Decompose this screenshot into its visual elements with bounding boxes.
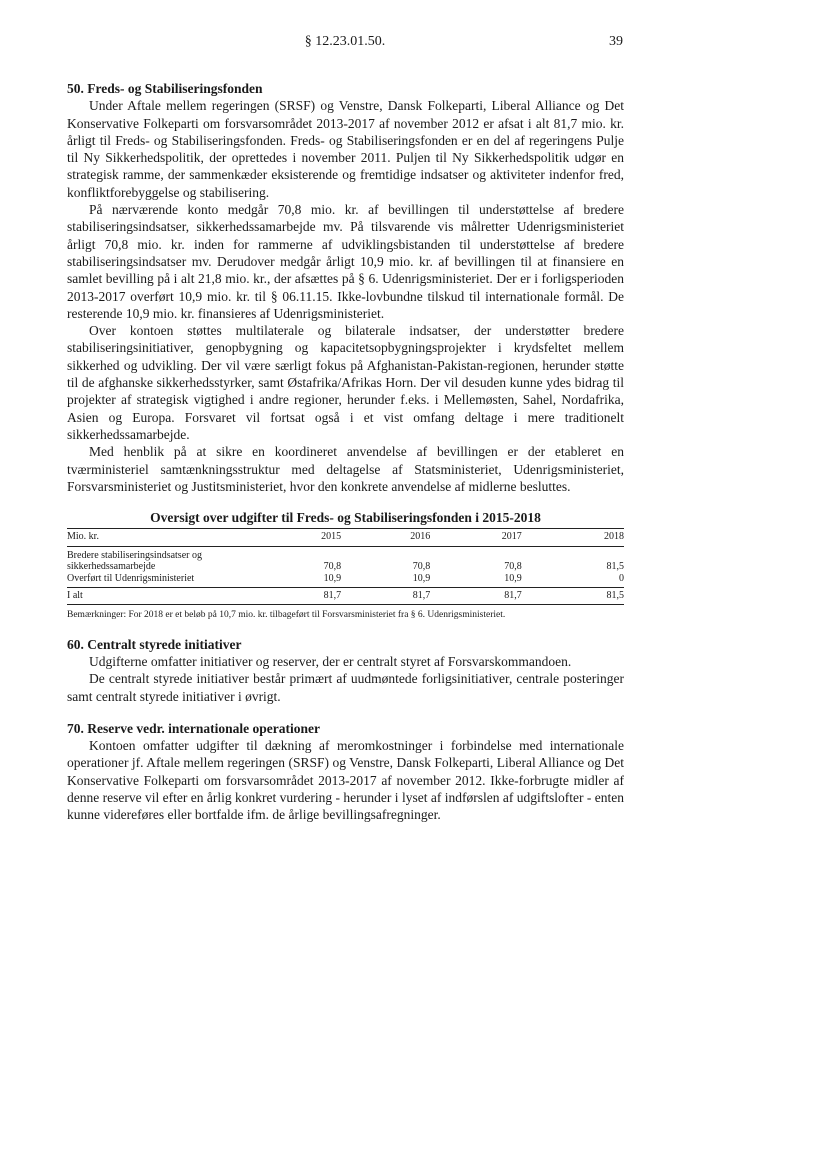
paragraph: Kontoen omfatter udgifter til dækning af meromkostninger i forbindelse med internationale operationer jf. Aftale mellem regeringen (SRSF) og Venstre, Dansk Folkeparti, Liberal Alliance og Det Konservative Folkeparti om forsvarsområdet 2013-2017 af november 2012. Ikke-forbrugte midler af denne reserve vil efter en årlig konkret vurdering - herunder i lyset af indførslen af udgiftslofter - enten kunne videreføres eller bortfalde ifm. de årlige bevillingsafregninger. xyxy=(67,738,624,823)
row-label: Overført til Udenrigsministeriet xyxy=(67,572,195,584)
paragraph: Udgifterne omfatter initiativer og reserver, der er centralt styret af Forsvarskommandoen. xyxy=(89,653,572,669)
table-cell: 81,7 xyxy=(206,588,341,605)
table-cell: 70,8 xyxy=(323,561,342,573)
section-70 xyxy=(67,720,624,824)
paragraph: Over kontoen støttes multilaterale og bilaterale indsatser, der understøtter bredere stabiliseringsinitiativer, genopbygning og kapacitetsopbygningsprojekter i krydsfeltet mellem sikkerhed og udvikling. Der vil være særligt fokus på Afghanistan-Pakistan-regionen, herunder støtte til de afghanske sikkerhedsstyrker, samt Østafrika/Afrikas Horn. Der vil desuden kunne ydes bidrag til projekter af strategisk vigtighed i andre regioner, herunder f.eks. i Mellemøsten, Sahel, Nordafrika, Asien og Europa. Forsvaret vil fortsat også i et vist omfang deltage i mere traditionelt sikkerhedssamarbejde. xyxy=(67,323,624,442)
table-cell: 0 xyxy=(619,572,624,584)
unit-header: Mio. kr. xyxy=(67,529,206,547)
table-cell: 70,8 xyxy=(412,561,431,573)
table-row xyxy=(67,573,624,588)
section-heading: 50. Freds- og Stabiliseringsfonden xyxy=(67,81,263,96)
section-50 xyxy=(67,80,624,621)
table-cell: 10,9 xyxy=(412,572,431,584)
section-heading: 60. Centralt styrede initiativer xyxy=(67,636,242,652)
page-header xyxy=(0,34,826,54)
page-content xyxy=(67,80,624,839)
table-total-row xyxy=(67,588,624,605)
table-cell: 81,5 xyxy=(522,588,624,605)
paragraph: Med henblik på at sikre en koordineret anvendelse af bevillingen er der etableret en tværministeriel samtænkningsstruktur med deltagelse af Statsministeriet, Udenrigsministeriet, Forsvarsministeriet og Justitsministeriet, hvor den konkrete anvendelse af midlerne besluttes. xyxy=(67,444,624,494)
paragraph: På nærværende konto medgår 70,8 mio. kr. af bevillingen til understøttelse af bredere stabiliseringsindsatser, sikkerhedssamarbejde mv. På tilsvarende vis målretter Udenrigsministeriet årligt 70,8 mio. kr. inden for rammerne af udviklingsbistanden til understøttelse af bredere stabiliseringsindsatser mv. Derudover medgår årligt 10,9 mio. kr. af bevillingen til at finansiere en samlet bevilling på i alt 21,8 mio. kr., der afsættes på § 6. Udenrigsministeriet. Der er i forligsperioden 2013-2017 overført 10,9 mio. kr. til § 06.11.15. Ikke-lovbundne tilskud til internationale formål. De resterende 10,9 mio. kr. finansieres af Udenrigsministeriet. xyxy=(67,202,624,321)
table-cell: 10,9 xyxy=(504,572,522,584)
table-note: Bemærkninger: For 2018 er et beløb på 10,7 mio. kr. tilbageført til Forsvarsministeriet fra § 6. Udenrigsministeriet. xyxy=(67,609,506,620)
section-heading: 70. Reserve vedr. internationale operationer xyxy=(67,720,320,736)
table-cell: 81,7 xyxy=(341,588,430,605)
section-reference: § 12.23.01.50. xyxy=(304,34,386,49)
row-label: Bredere stabiliseringsindsatser og sikkerhedssamarbejde xyxy=(67,549,202,573)
year-header: 2017 xyxy=(430,529,522,547)
row-label: I alt xyxy=(67,588,206,605)
year-header: 2016 xyxy=(341,529,430,547)
paragraph: De centralt styrede initiativer består primært af uudmøntede forligsinitiativer, centrale posteringer samt centralt styrede initiativer i øvrigt. xyxy=(67,671,624,704)
table-row xyxy=(67,546,624,573)
year-header: 2018 xyxy=(522,529,624,547)
section-60 xyxy=(67,636,624,705)
table-header-row xyxy=(67,529,624,547)
page-number: 39 xyxy=(609,34,623,49)
table-cell: 81,5 xyxy=(606,561,624,573)
table-cell: 10,9 xyxy=(323,572,342,584)
table-title: Oversigt over udgifter til Freds- og Stabiliseringsfonden i 2015-2018 xyxy=(150,510,541,526)
year-header: 2015 xyxy=(206,529,341,547)
paragraph: Under Aftale mellem regeringen (SRSF) og Venstre, Dansk Folkeparti, Liberal Alliance og Det Konservative Folkeparti om forsvarsområdet 2013-2017 af november 2012 er afsat i alt 81,7 mio. kr. årligt til Freds- og Stabiliseringsfonden. Freds- og Stabiliseringsfonden er en del af regeringens Pulje til Ny Sikkerhedspolitik, der oprettedes i november 2011. Puljen til Ny Sikkerhedspolitik udgør en strategisk ramme, der sammenkæder eksisterende og fremtidige indsatser og aktiviteter indenfor fred, konfliktforebyggelse og stabilisering. xyxy=(67,98,624,200)
expense-table xyxy=(67,528,624,605)
table-cell: 70,8 xyxy=(504,561,522,573)
table-cell: 81,7 xyxy=(430,588,522,605)
